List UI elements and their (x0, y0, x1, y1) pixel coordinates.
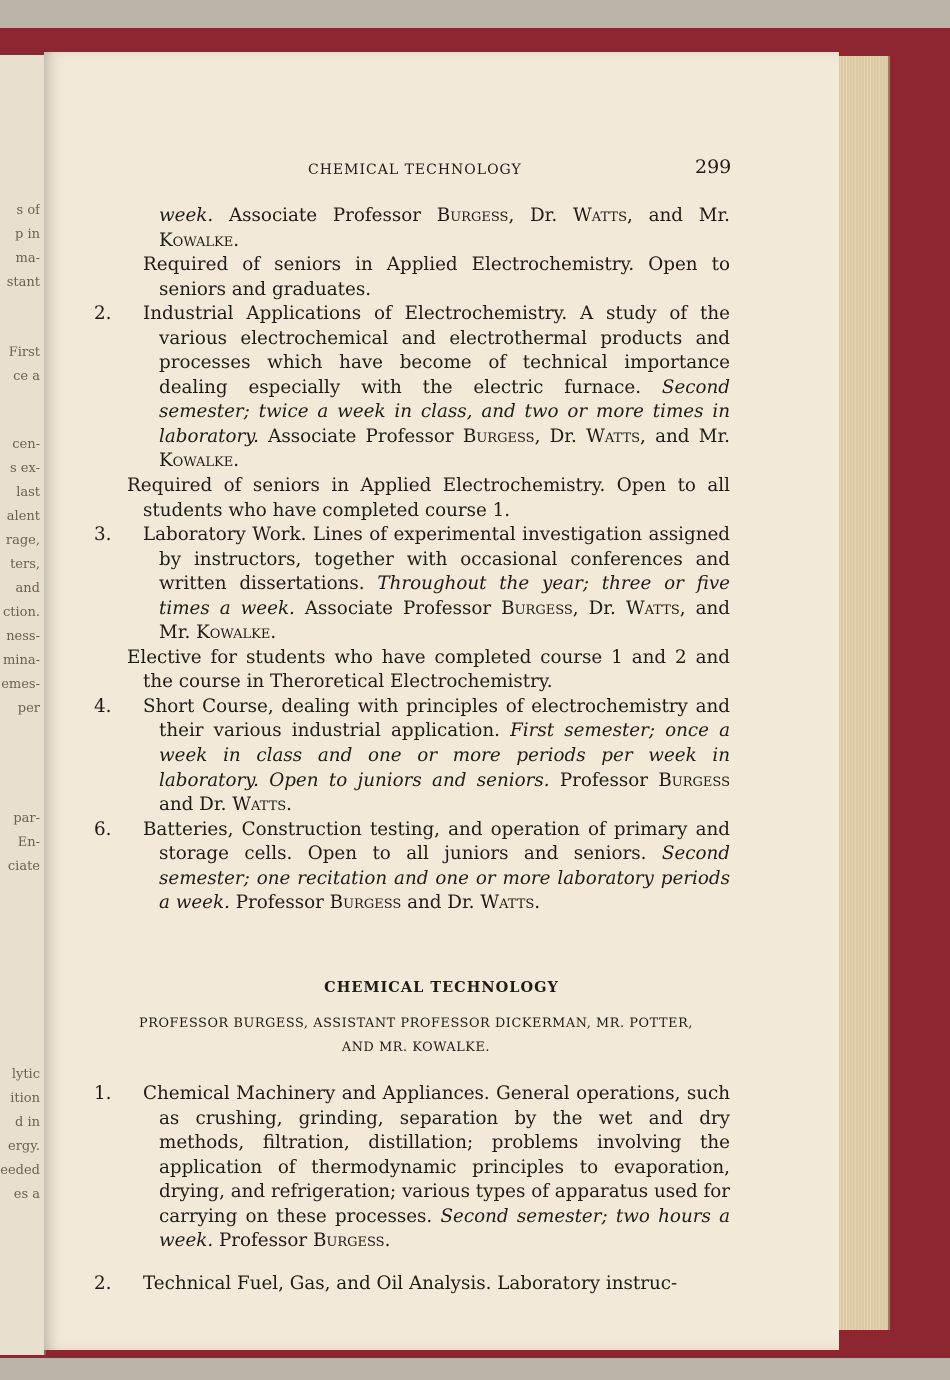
course-text: Batteries, Construction testing, and operation of primary and storage cells. Open to all juniors and seniors. (143, 818, 730, 865)
left-page-fragment: emes- (1, 677, 40, 692)
left-page-fragment: cen- (12, 437, 40, 452)
note-text: Elective for students who have completed course 1 and 2 and the course in Theroretical Electrochemistry. (127, 646, 730, 693)
staff-sep: and Dr. (401, 892, 481, 914)
staff-name: Watts (625, 597, 680, 619)
left-page-fragment: per (17, 701, 40, 716)
course-body (143, 1082, 730, 1254)
left-page-fragment: rage, (5, 533, 40, 548)
course-number: 4. (94, 695, 112, 717)
course-list-chemical-technology (94, 1064, 730, 1315)
left-page-fragment: ce a (13, 369, 40, 384)
course-schedule: First semester; once a week in class and one or more periods per week in laboratory. Open to juniors and seniors. (159, 720, 731, 791)
note-text: Required of seniors in Applied Electrochemistry. Open to all students who have completed course 1. (127, 475, 730, 521)
course-item (94, 1082, 730, 1254)
course-text: Laboratory Work. Lines of experimental investigation assigned by instructors, together with occasional conferences and written dissertations. (143, 524, 730, 595)
left-page-fragment: s of (16, 203, 40, 218)
course-schedule: Throughout the year; three or five times a week. (159, 573, 730, 619)
course-description (94, 818, 730, 916)
left-page-fragment: eeded (0, 1163, 40, 1178)
section-faculty (102, 1012, 730, 1060)
left-page-fragment: last (16, 485, 40, 500)
staff-sep: , Dr. (534, 425, 587, 447)
intro-note (110, 253, 730, 302)
staff-sep: and Dr. (159, 794, 233, 816)
course-number: 3. (94, 524, 112, 546)
staff-sep: , and Mr. (626, 205, 730, 226)
left-page-fragment: First (8, 345, 40, 360)
left-page-fragment: p in (15, 227, 40, 242)
course-description (94, 302, 730, 474)
course-body (143, 695, 730, 818)
left-page-fragment: es a (13, 1187, 40, 1202)
staff-name: Burgess (658, 769, 730, 791)
course-number: 1. (94, 1083, 112, 1105)
left-page-edge (0, 55, 46, 1355)
left-page-fragment: par- (13, 811, 40, 826)
staff-sep: , Dr. (508, 205, 558, 226)
course-text: Chemical Machinery and Appliances. General operations, such as crushing, grinding, separation by the wet and dry methods, filtration, distillation; problems involving the application of thermodynamic principles to evaporation, drying, and refrigeration; various types of apparatus used for carrying on these processes. (143, 1083, 730, 1227)
course-text: Short Course, dealing with principles of electrochemistry and their various industrial application. (143, 695, 730, 742)
staff-name: Watts (586, 425, 641, 447)
course-item (94, 523, 730, 695)
staff-name: Burgess (329, 892, 402, 914)
left-page-fragment: ition (10, 1091, 40, 1106)
course-list-electrochemistry (94, 204, 731, 916)
staff-name: Watts (480, 892, 535, 914)
course-number: 2. (94, 303, 112, 325)
staff-name: Burgess (462, 425, 535, 447)
left-page-fragment: ciate (7, 859, 40, 874)
left-page-fragment: lytic (11, 1067, 40, 1082)
course-body (143, 523, 730, 646)
course-body (143, 302, 730, 474)
staff-title: Associate Professor (268, 425, 463, 447)
staff-name: Burgess (501, 597, 573, 619)
intro-title: Associate Professor (228, 205, 422, 226)
staff-title: Professor (559, 769, 659, 791)
left-page-fragment: and (15, 581, 40, 596)
course-description (94, 523, 730, 646)
staff-title: Professor (235, 892, 330, 914)
course-body (143, 1272, 730, 1297)
course-description (94, 695, 731, 818)
staff-name: Watts (573, 205, 627, 226)
course-schedule: Second semester; twice a week in class, and two or more times in laboratory. (159, 376, 730, 447)
left-page-fragment: ters, (10, 557, 40, 572)
course-text: Technical Fuel, Gas, and Oil Analysis. Laboratory instruc- (143, 1273, 678, 1295)
course-number: 2. (94, 1273, 112, 1295)
course-item (94, 818, 730, 916)
note-text: Required of seniors in Applied Electrochemistry. Open to seniors and graduates. (143, 254, 730, 300)
course-note (110, 646, 730, 695)
staff-sep: , and Mr. (159, 597, 730, 644)
intro-schedule: week. (159, 205, 214, 226)
intro-staff-line (110, 204, 730, 253)
staff-name: Kowalke (159, 450, 234, 472)
staff-name: Kowalke (159, 229, 234, 251)
left-page-fragment: ergy. (8, 1139, 40, 1154)
course-note (110, 474, 730, 523)
staff-title: Associate Professor (304, 597, 502, 619)
course-schedule: Second semester; two hours a week. (159, 1205, 730, 1252)
faculty-line: AND MR. KOWALKE. (341, 1040, 491, 1055)
staff-sep: , and Mr. (640, 425, 730, 447)
left-page-fragment: ction. (3, 605, 40, 620)
left-page-fragment: alent (6, 509, 40, 524)
course-schedule: Second semester; one recitation and one or more laboratory periods a week. (159, 843, 730, 914)
staff-sep: . (384, 1230, 391, 1252)
staff-title: Professor (219, 1230, 313, 1252)
course-number: 6. (94, 818, 112, 840)
course-item (94, 302, 730, 523)
staff-name: Burgess (312, 1230, 385, 1252)
left-page-fragment: ness- (6, 629, 40, 644)
faculty-line: PROFESSOR BURGESS, ASSISTANT PROFESSOR DICKERMAN, MR. POTTER, (139, 1016, 693, 1031)
page-block-edge (836, 56, 890, 1330)
left-page-fragment: ma- (15, 251, 40, 266)
staff-name: Watts (232, 794, 287, 816)
running-head: CHEMICAL TECHNOLOGY (308, 162, 522, 178)
course-body (143, 818, 730, 916)
staff-sep: . (534, 892, 541, 914)
section-heading: CHEMICAL TECHNOLOGY (324, 979, 559, 996)
staff-sep: . (286, 794, 292, 816)
staff-sep: , Dr. (572, 597, 626, 619)
course-item (94, 1272, 730, 1297)
course-item (94, 695, 731, 818)
left-page-fragment: d in (15, 1115, 40, 1130)
left-page-fragment: stant (6, 275, 40, 290)
staff-name: Kowalke (196, 622, 271, 644)
staff-name: Burgess (436, 205, 509, 226)
staff-sep: . (233, 450, 240, 472)
left-page-fragment: mina- (2, 653, 40, 668)
book-page (44, 52, 839, 1350)
course-text: Industrial Applications of Electrochemistry. A study of the various electrochemical and electrothermal products and processes which have become of technical importance dealing especially with the electric furnace. (143, 303, 730, 398)
page-number: 299 (695, 156, 732, 178)
course-description (94, 1272, 730, 1297)
left-page-fragment: En- (17, 835, 40, 850)
left-page-fragment: s ex- (10, 461, 40, 476)
staff-sep: . (233, 229, 240, 251)
course-description (94, 1082, 730, 1254)
staff-sep: . (270, 622, 277, 644)
